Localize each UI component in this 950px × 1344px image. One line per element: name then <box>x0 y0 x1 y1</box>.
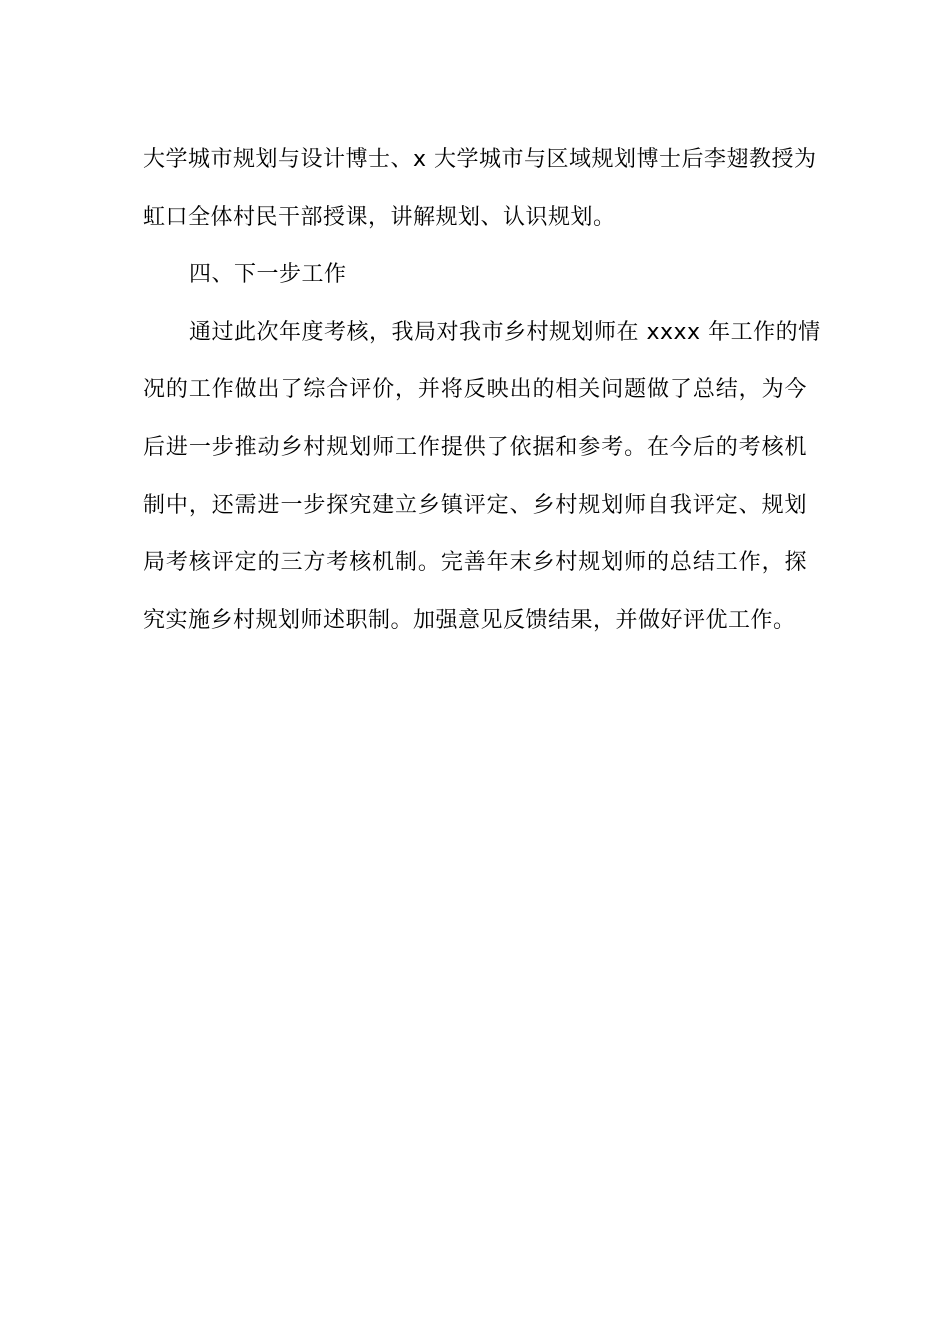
paragraph-line: 大学城市规划与设计博士、x 大学城市与区域规划博士后李翅教授为 <box>143 147 817 172</box>
section-heading <box>143 246 807 304</box>
paragraph-line: 虹口全体村民干部授课，讲解规划、认识规划。 <box>143 204 616 230</box>
paragraph-next-steps <box>143 304 821 650</box>
paragraph-continued <box>143 131 817 246</box>
paragraph-line: 通过此次年度考核，我局对我市乡村规划师在 xxxx 年工作的情 <box>189 319 821 345</box>
paragraph-line: 后进一步推动乡村规划师工作提供了依据和参考。在今后的考核机 <box>143 434 807 460</box>
section-heading-text: 四、下一步工作 <box>189 262 347 288</box>
paragraph-line: 局考核评定的三方考核机制。完善年末乡村规划师的总结工作，探 <box>143 550 807 576</box>
paragraph-line: 制中，还需进一步探究建立乡镇评定、乡村规划师自我评定、规划 <box>143 492 807 518</box>
paragraph-line: 究实施乡村规划师述职制。加强意见反馈结果，并做好评优工作。 <box>143 607 796 633</box>
document-body <box>143 131 821 649</box>
paragraph-line: 况的工作做出了综合评价，并将反映出的相关问题做了总结，为今 <box>143 377 807 403</box>
